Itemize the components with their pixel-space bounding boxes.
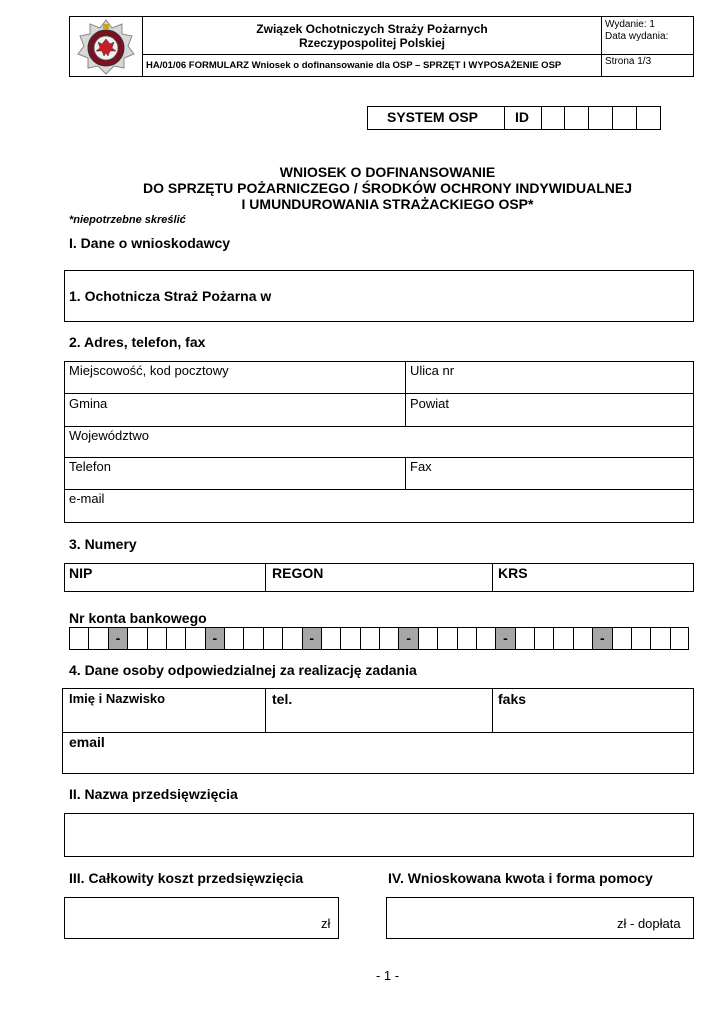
logo-emblem (74, 18, 138, 76)
numbers-table (64, 563, 694, 592)
address-heading: 2. Adres, telefon, fax (69, 334, 206, 350)
bank-account-separator: - (303, 628, 322, 649)
form-title-line2: DO SPRZĘTU POŻARNICZEGO / ŚRODKÓW OCHRONY INDYWIDUALNEJ (143, 180, 632, 196)
bank-account-separator: - (109, 628, 128, 649)
email-field[interactable]: e-mail (69, 491, 105, 506)
bank-account-cells[interactable] (69, 627, 689, 650)
city-field[interactable]: Miejscowość, kod pocztowy (69, 363, 229, 378)
section-3-heading: III. Całkowity koszt przedsięwzięcia (69, 870, 304, 886)
id-input-cells[interactable] (541, 106, 661, 130)
bank-account-digit-cell[interactable] (186, 628, 205, 649)
osp-name-label: 1. Ochotnicza Straż Pożarna w (69, 288, 272, 304)
bank-account-separator: - (496, 628, 515, 649)
person-email-field[interactable]: email (69, 734, 105, 750)
bank-account-digit-cell[interactable] (264, 628, 283, 649)
voivodeship-field[interactable]: Województwo (69, 428, 149, 443)
person-name-field[interactable]: Imię i Nazwisko (69, 691, 166, 706)
bank-account-separator: - (593, 628, 612, 649)
fax-field[interactable]: Fax (410, 459, 432, 474)
total-cost-unit: zł (321, 916, 331, 931)
system-osp-label: SYSTEM OSP (387, 109, 479, 125)
bank-account-digit-cell[interactable] (148, 628, 167, 649)
bank-account-digit-cell[interactable] (554, 628, 573, 649)
id-label: ID (515, 109, 529, 125)
bank-account-digit-cell[interactable] (419, 628, 438, 649)
address-table (64, 361, 694, 523)
edition-label: Wydanie: 1 (605, 19, 655, 30)
bank-account-digit-cell[interactable] (167, 628, 186, 649)
section-2-heading: II. Nazwa przedsięwzięcia (69, 786, 238, 802)
page-indicator: Strona 1/3 (605, 56, 652, 67)
bank-account-digit-cell[interactable] (89, 628, 108, 649)
strike-note: *niepotrzebne skreślić (69, 214, 186, 226)
edition-date-label: Data wydania: (605, 31, 669, 42)
bank-account-digit-cell[interactable] (225, 628, 244, 649)
person-tel-field[interactable]: tel. (272, 691, 293, 707)
requested-amount-unit: zł - dopłata (617, 916, 681, 931)
person-heading: 4. Dane osoby odpowiedzialnej za realizację zadania (69, 662, 417, 678)
bank-account-digit-cell[interactable] (535, 628, 554, 649)
gmina-field[interactable]: Gmina (69, 396, 108, 411)
bank-account-digit-cell[interactable] (70, 628, 89, 649)
form-title-line1: WNIOSEK O DOFINANSOWANIE (279, 164, 496, 180)
section-4-heading: IV. Wnioskowana kwota i forma pomocy (388, 870, 653, 886)
bank-account-digit-cell[interactable] (380, 628, 399, 649)
form-code: HA/01/06 FORMULARZ Wniosek o dofinansowanie dla OSP – SPRZĘT I WYPOSAŻENIE OSP (146, 60, 562, 71)
bank-account-digit-cell[interactable] (283, 628, 302, 649)
bank-account-digit-cell[interactable] (244, 628, 263, 649)
regon-field[interactable]: REGON (272, 565, 324, 581)
bank-account-digit-cell[interactable] (613, 628, 632, 649)
bank-account-separator: - (399, 628, 418, 649)
bank-account-digit-cell[interactable] (651, 628, 670, 649)
bank-account-separator: - (206, 628, 225, 649)
total-cost-field[interactable] (64, 897, 339, 939)
org-name-line1: Związek Ochotniczych Straży Pożarnych (256, 22, 488, 36)
street-field[interactable]: Ulica nr (410, 363, 455, 378)
form-title-line3: I UMUNDUROWANIA STRAŻACKIEGO OSP* (241, 196, 534, 212)
section-1-heading: I. Dane o wnioskodawcy (69, 235, 231, 251)
bank-account-digit-cell[interactable] (632, 628, 651, 649)
bank-account-heading: Nr konta bankowego (69, 610, 207, 626)
bank-account-digit-cell[interactable] (361, 628, 380, 649)
bank-account-digit-cell[interactable] (128, 628, 147, 649)
org-name-line2: Rzeczypospolitej Polskiej (298, 36, 446, 50)
bank-account-digit-cell[interactable] (477, 628, 496, 649)
bank-account-digit-cell[interactable] (322, 628, 341, 649)
project-name-field[interactable] (64, 813, 694, 857)
krs-field[interactable]: KRS (498, 565, 528, 581)
page-number: - 1 - (375, 968, 400, 983)
bank-account-digit-cell[interactable] (458, 628, 477, 649)
numbers-heading: 3. Numery (69, 536, 137, 552)
bank-account-digit-cell[interactable] (438, 628, 457, 649)
bank-account-digit-cell[interactable] (341, 628, 360, 649)
bank-account-digit-cell[interactable] (671, 628, 690, 649)
powiat-field[interactable]: Powiat (410, 396, 450, 411)
bank-account-digit-cell[interactable] (516, 628, 535, 649)
phone-field[interactable]: Telefon (69, 459, 111, 474)
bank-account-digit-cell[interactable] (574, 628, 593, 649)
nip-field[interactable]: NIP (69, 565, 93, 581)
person-faks-field[interactable]: faks (498, 691, 527, 707)
